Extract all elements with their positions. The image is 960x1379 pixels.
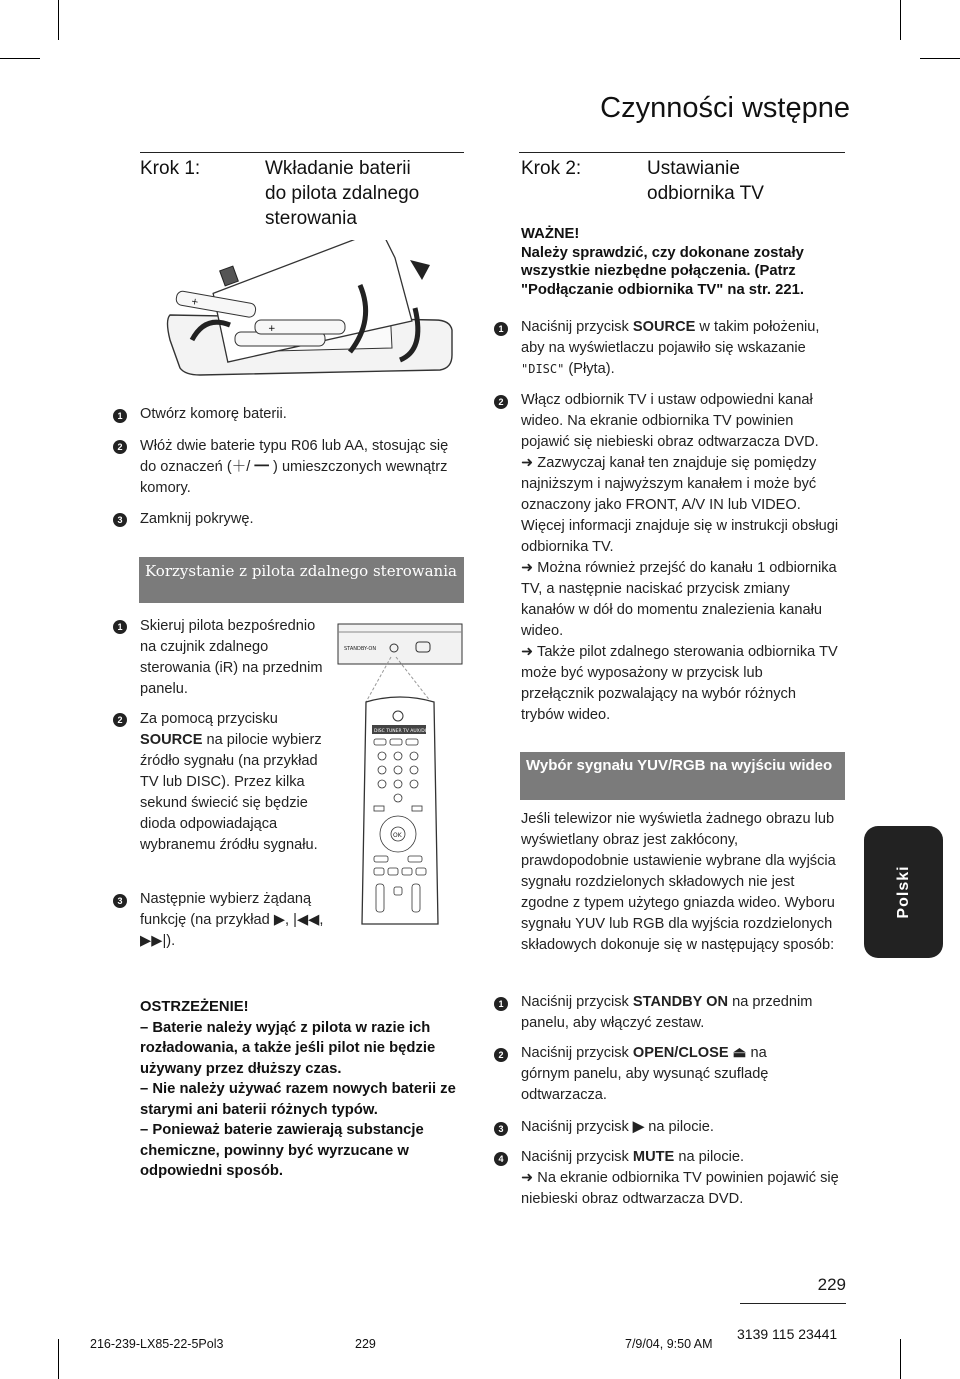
step1-heading-line: do pilota zdalnego (265, 183, 420, 204)
page-number: 229 (817, 1275, 846, 1294)
step2-item-1-post: w takim położeniu, aby na wyświetlaczu pojawiło się wskazanie (521, 319, 820, 356)
step1-heading (265, 156, 465, 231)
step1-item-3: Zamknij pokrywę. (140, 511, 254, 527)
step-number: 2 (494, 395, 508, 409)
warning-line: – Nie należy używać razem nowych baterii ze starymi ani baterii różnych typów. (140, 1081, 456, 1118)
footer-file: 216-239-LX85-22-5Pol3 (90, 1337, 224, 1351)
step2-heading (647, 156, 847, 206)
page-number-rule (740, 1303, 846, 1304)
step2-item-1-end: (Płyta). (568, 361, 615, 377)
step1-heading-line: sterowania (265, 208, 357, 229)
yuv-item-4-post: na pilocie. (678, 1149, 745, 1165)
important-text: Należy sprawdzić, czy dokonane zostały wszystkie niezbędne połączenia. (Patrz "Podłączanie odbiornika TV" na str. 221. (521, 244, 804, 298)
footer-page: 229 (355, 1337, 376, 1351)
title-rule (519, 152, 845, 153)
step-number: 1 (113, 409, 127, 423)
important-note (521, 225, 846, 299)
step-number: 3 (494, 1122, 508, 1136)
yuv-item-2 (521, 1043, 811, 1106)
footer-date: 7/9/04, 9:50 AM (625, 1337, 713, 1351)
step-number: 1 (494, 997, 508, 1011)
step-number: 1 (113, 620, 127, 634)
svg-text:+: + (268, 324, 276, 334)
crop-mark (58, 0, 59, 40)
step-number: 3 (113, 513, 127, 527)
remote-item-3: Następnie wybierz żądaną funkcję (na przykład ▶, |◀◀, ▶▶|). (140, 891, 324, 949)
remote-usage-banner: Korzystanie z pilota zdalnego sterowania (139, 557, 464, 603)
crop-mark (58, 1339, 59, 1379)
step2-heading-line: odbiornika TV (647, 183, 764, 204)
step2-item-2-note: ➜ Także pilot zdalnego sterowania odbiornika TV może być wyposażony w przycisk lub przełącznik pozwalający na wybór różnych trybów wideo. (521, 644, 838, 723)
step1-item-1: Otwórz komorę baterii. (140, 406, 287, 422)
source-keyword: SOURCE (140, 732, 203, 748)
crop-mark (900, 1339, 901, 1379)
mute-keyword: MUTE (632, 1149, 675, 1165)
warning-line: – Baterie należy wyjąć z pilota w razie ich rozładowania, a także jeśli pilot nie będzie używany przez dłuższy czas. (140, 1019, 436, 1077)
yuv-item-1-pre: Naciśnij przycisk (521, 994, 629, 1010)
step2-item-2 (521, 390, 839, 726)
display-indicator: "DISC" (521, 362, 565, 376)
yuv-intro: Jeśli telewizor nie wyświetla żadnego obrazu lub wyświetlany obraz jest zakłócony, prawdopodobnie ustawienie wybrane dla wyjścia sygnału rozdzielonych składowych nie jest zgodne z typem użytego gniazda wideo. Wyboru sygnału YUV lub RGB dla wyjścia rozdzielonych składowych dokonuje się w następujący sposób: (521, 811, 836, 953)
ok-label: OK (393, 832, 402, 839)
yuv-item-2-post: na górnym panelu, aby wysunąć szufladę odtwarzacza. (521, 1045, 769, 1103)
step1-heading-line: Wkładanie baterii (265, 158, 411, 179)
yuv-item-4-note: ➜ Na ekranie odbiornika TV powinien pojawić się niebieski obraz odtwarzacza DVD. (521, 1170, 839, 1207)
step2-item-2-note: ➜ Można również przejść do kanału 1 odbiornika TV, a następnie naciskać przycisk zmiany kanałów w dół do momentu znalezienia kanału wideo. (521, 560, 837, 639)
yuv-item-3-post: na pilocie. (648, 1119, 714, 1135)
step1-rule (140, 152, 464, 153)
important-title: WAŻNE! (521, 226, 580, 242)
battery-illustration (160, 240, 460, 380)
step2-heading-line: Ustawianie (647, 158, 740, 179)
step-number: 4 (494, 1152, 508, 1166)
step-number: 3 (113, 894, 127, 908)
language-tab (864, 826, 943, 958)
crop-mark (920, 58, 960, 59)
step2-item-1 (521, 317, 846, 380)
step-number: 2 (113, 440, 127, 454)
yuv-item-1-post: na przednim panelu, aby włączyć zestaw. (521, 994, 813, 1031)
step-number: 1 (494, 322, 508, 336)
remote-item-2 (140, 709, 330, 856)
step1-label: Krok 1: (140, 158, 201, 179)
source-keyword: SOURCE (632, 319, 696, 335)
yuv-item-2-pre: Naciśnij przycisk (521, 1045, 629, 1061)
warning-block (140, 997, 465, 1182)
crop-mark (900, 0, 901, 40)
yuv-item-4-pre: Naciśnij przycisk (521, 1149, 629, 1165)
step2-item-1-pre: Naciśnij przycisk (521, 319, 629, 335)
crop-mark (0, 58, 40, 59)
step2-label: Krok 2: (521, 158, 582, 179)
standby-keyword: STANDBY ON (632, 994, 729, 1010)
remote-item-2-pre: Za pomocą przycisku (140, 711, 278, 727)
page-title: Czynności wstępne (600, 92, 850, 124)
open-close-keyword: OPEN/CLOSE ⏏ (632, 1045, 747, 1061)
yuv-item-3-pre: Naciśnij przycisk (521, 1119, 629, 1135)
yuv-item-1 (521, 992, 846, 1034)
yuv-rgb-banner: Wybór sygnału YUV/RGB na wyjściu wideo (520, 752, 845, 800)
standby-label: STANDBY-ON (344, 646, 377, 652)
step2-item-2-text: Włącz odbiornik TV i ustaw odpowiedni kanał wideo. Na ekranie odbiornika TV powinien pojawić się niebieski obraz odtwarzacza DVD. (521, 392, 819, 450)
play-icon: ▶ (632, 1119, 645, 1135)
step2-item-2-note: ➜ Zazwyczaj kanał ten znajduje się pomiędzy najniższym i najwyższym kanałem i może być oznaczony jako FRONT, A/V IN lub VIDEO. Więcej informacji znajduje się w instrukcji obsługi odbiornika TV. (521, 455, 839, 555)
warning-line: – Ponieważ baterie zawierają substancje chemiczne, powinny być wyrzucane w odpowiedni sposób. (140, 1122, 424, 1179)
language-tab-label: Polski (894, 865, 912, 919)
svg-text:+: + (190, 296, 200, 309)
yuv-item-3 (521, 1117, 846, 1138)
warning-title: OSTRZEŻENIE! (140, 999, 249, 1015)
step1-item-2: Włóż dwie baterie typu R06 lub AA, stosując się do oznaczeń (＋/ ━ ) umieszczonych wewnątrz komory. (140, 438, 449, 496)
remote-item-1: Skieruj pilota bezpośrednio na czujnik zdalnego sterowania (iR) na przednim panelu. (140, 618, 323, 697)
step-number: 2 (113, 713, 127, 727)
remote-item-2-post: na pilocie wybierz źródło sygnału (na przykład TV lub DISC). Przez kilka sekund świecić się będzie dioda odpowiadająca wybranemu źródłu sygnału. (140, 732, 322, 853)
yuv-item-4 (521, 1147, 839, 1210)
remote-source-labels: DISC TUNER TV AUX/DI (374, 729, 427, 734)
remote-illustration (336, 612, 464, 932)
footer-code: 3139 115 23441 (737, 1326, 838, 1342)
step-number: 2 (494, 1048, 508, 1062)
